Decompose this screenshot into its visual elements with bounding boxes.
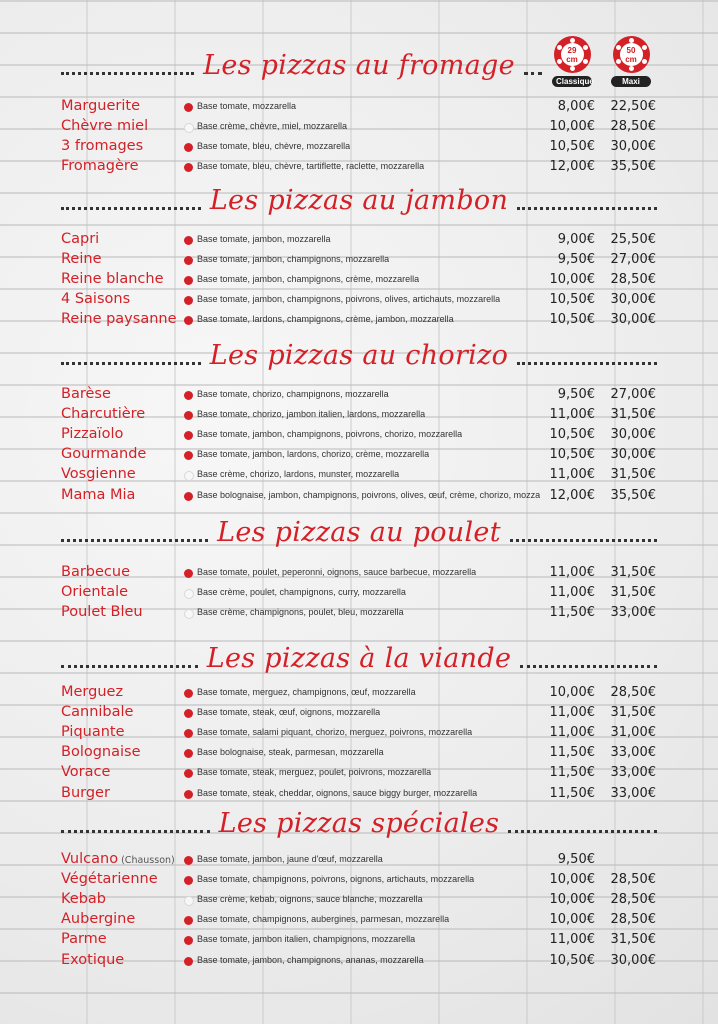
dotted-divider xyxy=(517,362,657,365)
menu-item xyxy=(0,291,718,311)
price-classique: 8,00€ xyxy=(557,99,595,114)
pizza-ingredients: Base crème, champignons, poulet, bleu, mozzarella xyxy=(197,607,404,618)
base-sauce-icon xyxy=(184,856,193,865)
base-sauce-icon xyxy=(184,916,193,925)
price-classique: 12,00€ xyxy=(549,487,595,503)
menu-item xyxy=(0,564,718,584)
base-sauce-icon xyxy=(184,163,193,172)
pizza-ingredients: Base tomate, chorizo, jambon italien, lardons, mozzarella xyxy=(197,409,426,420)
menu-item xyxy=(0,406,718,426)
section-header xyxy=(0,340,718,380)
menu-item xyxy=(0,764,718,784)
base-sauce-icon xyxy=(184,689,193,698)
price-classique: 11,00€ xyxy=(549,585,595,601)
menu-item xyxy=(0,684,718,704)
price-maxi: 31,50€ xyxy=(610,467,656,483)
price-classique: 11,50€ xyxy=(549,745,595,761)
menu-item xyxy=(0,311,718,331)
price-classique: 10,50€ xyxy=(549,292,595,308)
menu-item xyxy=(0,704,718,724)
base-sauce-icon xyxy=(184,143,193,152)
pizza-ingredients: Base tomate, jambon, champignons, crème, mozzarella xyxy=(197,274,420,285)
base-sauce-icon xyxy=(184,296,193,305)
size-unit: cm xyxy=(625,55,637,64)
price-maxi: 30,00€ xyxy=(610,447,656,463)
price-maxi: 30,00€ xyxy=(610,427,656,443)
price-maxi: 30,00€ xyxy=(610,292,656,308)
menu-item xyxy=(0,158,718,178)
size-label: Classique xyxy=(552,76,592,87)
price-maxi: 33,00€ xyxy=(610,785,656,801)
section-title: Les pizzas au chorizo xyxy=(209,340,509,371)
price-maxi: 27,00€ xyxy=(610,387,656,402)
pizza-note: (Chausson) xyxy=(118,855,175,866)
pizza-ingredients: Base tomate, champignons, aubergines, parmesan, mozzarella xyxy=(197,914,450,925)
base-sauce-icon xyxy=(184,431,193,440)
price-maxi: 30,00€ xyxy=(610,139,656,155)
pizza-name: Orientale xyxy=(61,584,129,601)
pizza-name: Parme xyxy=(61,931,107,948)
base-sauce-icon xyxy=(184,749,193,758)
pizza-name: Chèvre miel xyxy=(61,118,149,135)
menu-item xyxy=(0,138,718,158)
pizza-ingredients: Base tomate, steak, merguez, poulet, poivrons, mozzarella xyxy=(197,767,432,778)
pizza-name: Kebab xyxy=(61,891,107,908)
base-sauce-icon xyxy=(184,896,194,906)
price-maxi: 33,00€ xyxy=(610,605,656,621)
price-classique: 11,50€ xyxy=(549,785,595,801)
price-maxi: 30,00€ xyxy=(610,952,656,968)
size-value: 50 xyxy=(626,46,636,55)
price-classique: 11,00€ xyxy=(549,467,595,483)
price-maxi: 28,50€ xyxy=(610,912,656,928)
price-classique: 11,50€ xyxy=(549,765,595,781)
price-classique: 10,00€ xyxy=(549,119,595,135)
price-classique: 11,00€ xyxy=(549,932,595,948)
price-classique: 11,00€ xyxy=(549,565,595,580)
pizza-ingredients: Base crème, chorizo, lardons, munster, mozzarella xyxy=(197,469,400,480)
pizza-ingredients: Base crème, poulet, champignons, curry, mozzarella xyxy=(197,587,406,598)
menu-item xyxy=(0,446,718,466)
section-title: Les pizzas au poulet xyxy=(217,517,501,548)
pizza-name: Barbecue xyxy=(61,564,131,580)
menu-item xyxy=(0,98,718,118)
price-maxi: 28,50€ xyxy=(610,685,656,700)
size-label: Maxi xyxy=(611,76,651,87)
menu-item xyxy=(0,744,718,764)
base-sauce-icon xyxy=(184,790,193,799)
section-title: Les pizzas spéciales xyxy=(218,808,500,839)
pizza-ingredients: Base tomate, chorizo, champignons, mozzarella xyxy=(197,389,389,399)
pizza-ingredients: Base tomate, champignons, poivrons, oignons, artichauts, mozzarella xyxy=(197,874,475,885)
base-sauce-icon xyxy=(184,391,193,400)
price-maxi: 28,50€ xyxy=(610,119,656,135)
pizza-name: Piquante xyxy=(61,724,125,741)
price-classique: 11,00€ xyxy=(549,725,595,741)
price-classique: 10,50€ xyxy=(549,312,595,328)
price-classique: 9,50€ xyxy=(557,852,595,867)
price-maxi: 27,00€ xyxy=(610,252,656,268)
pizza-name: Vosgienne xyxy=(61,466,136,483)
menu-item xyxy=(0,584,718,604)
menu-item xyxy=(0,871,718,891)
price-maxi: 28,50€ xyxy=(610,872,656,888)
menu-item xyxy=(0,891,718,911)
pizza-name: Barèse xyxy=(61,386,111,402)
pizza-ingredients: Base tomate, jambon, champignons, poivrons, olives, artichauts, mozzarella xyxy=(197,294,501,305)
base-sauce-icon xyxy=(184,316,193,325)
base-sauce-icon xyxy=(184,471,194,481)
price-classique: 12,00€ xyxy=(549,159,595,175)
menu-item xyxy=(0,386,718,406)
price-maxi: 31,50€ xyxy=(610,565,656,580)
pizza-name: Bolognaise xyxy=(61,744,141,761)
pizza-name: Reine xyxy=(61,251,102,268)
pizza-name: Pizzaïolo xyxy=(61,426,124,443)
menu-item xyxy=(0,118,718,138)
pizza-ingredients: Base tomate, jambon, champignons, ananas, mozzarella xyxy=(197,954,424,965)
pizza-name: Vulcano (Chausson) xyxy=(61,851,175,867)
pizza-ingredients: Base tomate, mozzarella xyxy=(197,101,297,111)
pizza-ingredients: Base tomate, salami piquant, chorizo, merguez, poivrons, mozzarella xyxy=(197,727,473,738)
base-sauce-icon xyxy=(184,957,193,966)
pizza-name: Burger xyxy=(61,784,110,801)
size-value: 29 xyxy=(567,46,577,55)
menu-item xyxy=(0,724,718,744)
menu-item xyxy=(0,911,718,931)
pizza-ingredients: Base tomate, jambon, lardons, chorizo, crème, mozzarella xyxy=(197,449,430,460)
pizza-ingredients: Base tomate, poulet, peperonni, oignons, sauce barbecue, mozzarella xyxy=(197,567,477,577)
pizza-ingredients: Base bolognaise, steak, parmesan, mozzarella xyxy=(197,747,384,758)
base-sauce-icon xyxy=(184,236,193,245)
pizza-name: Végétarienne xyxy=(61,871,158,888)
price-maxi: 22,50€ xyxy=(610,99,656,114)
menu-item xyxy=(0,851,718,871)
pizza-name: Merguez xyxy=(61,684,124,700)
price-classique: 10,50€ xyxy=(549,447,595,463)
pizza-ingredients: Base tomate, steak, cheddar, oignons, sauce biggy burger, mozzarella xyxy=(197,787,478,798)
pizza-name: Charcutière xyxy=(61,406,146,423)
pizza-ingredients: Base tomate, bleu, chèvre, tartiflette, raclette, mozzarella xyxy=(197,161,425,172)
pizza-ingredients: Base crème, kebab, oignons, sauce blanche, mozzarella xyxy=(197,894,423,905)
menu-item xyxy=(0,785,718,805)
pizza-name: Reine paysanne xyxy=(61,311,177,328)
pizza-name: Fromagère xyxy=(61,158,139,175)
dotted-divider xyxy=(520,665,657,668)
pizza-ingredients: Base tomate, jambon italien, champignons, mozzarella xyxy=(197,934,416,945)
menu-item xyxy=(0,426,718,446)
menu-item xyxy=(0,271,718,291)
pizza-ingredients: Base tomate, jambon, mozzarella xyxy=(197,234,331,244)
price-classique: 9,50€ xyxy=(557,252,595,268)
menu-item xyxy=(0,604,718,624)
section-title: Les pizzas au jambon xyxy=(209,185,509,216)
pizza-ingredients: Base tomate, bleu, chèvre, mozzarella xyxy=(197,141,351,152)
price-classique: 10,00€ xyxy=(549,685,595,700)
pizza-ingredients: Base tomate, steak, œuf, oignons, mozzarella xyxy=(197,707,381,718)
price-maxi: 31,50€ xyxy=(610,407,656,423)
pizza-ingredients: Base tomate, jambon, champignons, poivrons, chorizo, mozzarella xyxy=(197,429,463,440)
price-classique: 10,00€ xyxy=(549,872,595,888)
menu-item xyxy=(0,466,718,486)
price-maxi: 35,50€ xyxy=(610,159,656,175)
section-title: Les pizzas au fromage xyxy=(203,50,515,81)
price-classique: 10,00€ xyxy=(549,912,595,928)
base-sauce-icon xyxy=(184,492,193,501)
pizza-name: Vorace xyxy=(61,764,111,781)
pizza-ingredients: Base crème, chèvre, miel, mozzarella xyxy=(197,121,348,132)
price-classique: 10,50€ xyxy=(549,952,595,968)
base-sauce-icon xyxy=(184,769,193,778)
pizza-name: Gourmande xyxy=(61,446,147,463)
price-maxi: 31,00€ xyxy=(610,725,656,741)
price-classique: 10,50€ xyxy=(549,427,595,443)
price-maxi: 31,50€ xyxy=(610,932,656,948)
price-classique: 10,50€ xyxy=(549,139,595,155)
dotted-divider xyxy=(517,207,657,210)
price-maxi: 28,50€ xyxy=(610,892,656,908)
menu-item xyxy=(0,931,718,951)
base-sauce-icon xyxy=(184,451,193,460)
pizza-name: Capri xyxy=(61,231,100,247)
base-sauce-icon xyxy=(184,123,194,133)
dotted-divider xyxy=(508,830,657,833)
base-sauce-icon xyxy=(184,103,193,112)
price-classique: 10,00€ xyxy=(549,272,595,288)
price-maxi: 31,50€ xyxy=(610,705,656,721)
menu-item xyxy=(0,231,718,251)
base-sauce-icon xyxy=(184,609,194,619)
pizza-name: Aubergine xyxy=(61,911,136,928)
base-sauce-icon xyxy=(184,569,193,578)
dotted-divider xyxy=(510,539,657,542)
pizza-name: 3 fromages xyxy=(61,138,144,155)
pizza-ingredients: Base tomate, merguez, champignons, œuf, mozzarella xyxy=(197,687,416,697)
section-header xyxy=(0,808,718,848)
price-classique: 9,50€ xyxy=(557,387,595,402)
price-maxi: 33,00€ xyxy=(610,745,656,761)
base-sauce-icon xyxy=(184,876,193,885)
price-maxi: 28,50€ xyxy=(610,272,656,288)
base-sauce-icon xyxy=(184,411,193,420)
base-sauce-icon xyxy=(184,729,193,738)
price-classique: 11,50€ xyxy=(549,605,595,621)
price-maxi: 30,00€ xyxy=(610,312,656,328)
menu-item xyxy=(0,952,718,972)
price-classique: 11,00€ xyxy=(549,705,595,721)
base-sauce-icon xyxy=(184,709,193,718)
pizza-name: Reine blanche xyxy=(61,271,164,288)
pizza-name: Poulet Bleu xyxy=(61,604,143,621)
pizza-name: Cannibale xyxy=(61,704,134,721)
pizza-name: Mama Mia xyxy=(61,486,136,503)
price-maxi: 25,50€ xyxy=(610,232,656,247)
pizza-name: Marguerite xyxy=(61,98,141,114)
base-sauce-icon xyxy=(184,589,194,599)
dotted-divider xyxy=(524,72,542,75)
section-title: Les pizzas à la viande xyxy=(206,643,512,674)
section-header xyxy=(0,50,718,90)
section-header xyxy=(0,643,718,683)
base-sauce-icon xyxy=(184,276,193,285)
size-unit: cm xyxy=(566,55,578,64)
menu-item xyxy=(0,251,718,271)
pizza-ingredients: Base tomate, jambon, jaune d'œuf, mozzarella xyxy=(197,854,383,864)
price-maxi: 33,00€ xyxy=(610,765,656,781)
pizza-ingredients: Base tomate, lardons, champignons, crème, jambon, mozzarella xyxy=(197,314,454,325)
pizza-name: 4 Saisons xyxy=(61,291,131,308)
base-sauce-icon xyxy=(184,256,193,265)
price-classique: 9,00€ xyxy=(557,232,595,247)
price-classique: 11,00€ xyxy=(549,407,595,423)
pizza-ingredients: Base tomate, jambon, champignons, mozzarella xyxy=(197,254,390,265)
pizza-ingredients: Base bolognaise, jambon, champignons, poivrons, olives, œuf, crème, chorizo, mozza xyxy=(197,489,541,500)
pizza-name: Exotique xyxy=(61,951,125,968)
price-classique: 10,00€ xyxy=(549,892,595,908)
section-header xyxy=(0,185,718,225)
price-maxi: 31,50€ xyxy=(610,585,656,601)
menu-item xyxy=(0,487,718,507)
section-header xyxy=(0,517,718,557)
base-sauce-icon xyxy=(184,936,193,945)
price-maxi: 35,50€ xyxy=(610,487,656,503)
